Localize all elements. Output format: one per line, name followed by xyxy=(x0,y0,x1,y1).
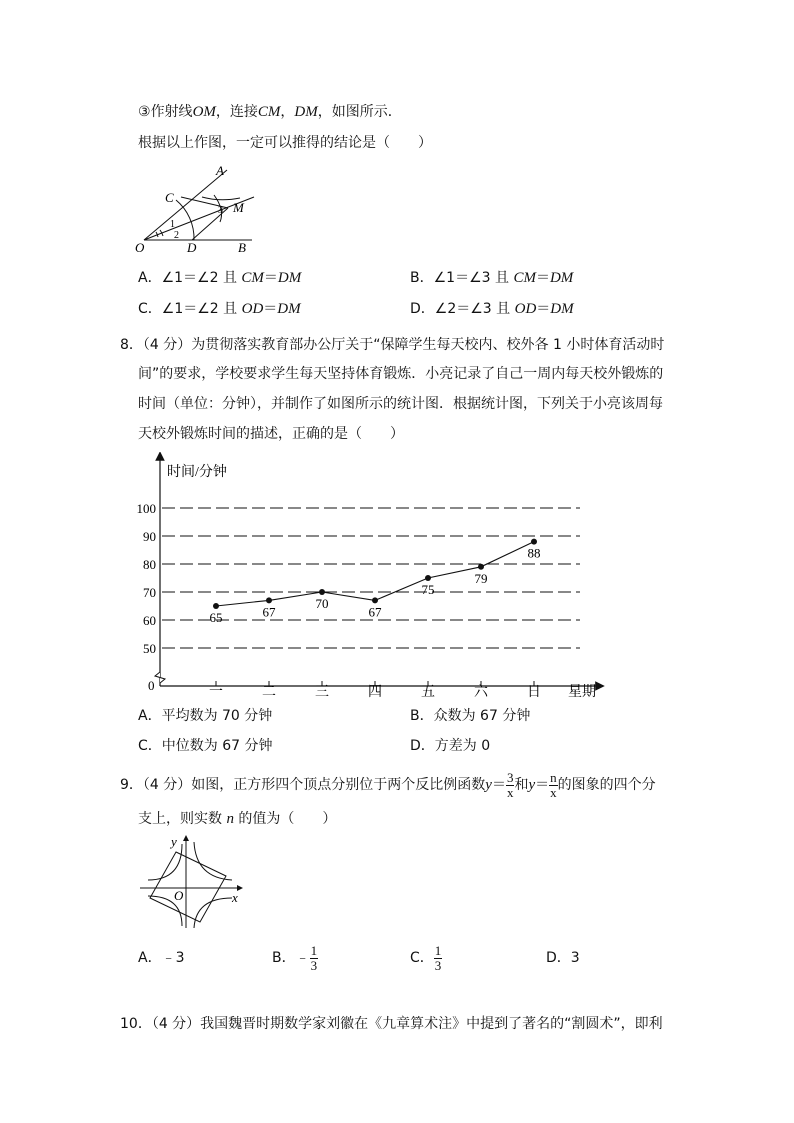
x-tick-label: 五 xyxy=(421,685,435,700)
data-label: 88 xyxy=(527,545,541,561)
y-tick-label: 100 xyxy=(136,501,156,516)
data-point xyxy=(213,603,219,609)
label-2: 2 xyxy=(174,230,179,241)
x-tick-label: 一 xyxy=(209,685,223,700)
q9-text-line-2: 支上，则实数 n 的值为（ ） xyxy=(138,811,337,827)
data-point xyxy=(319,589,325,595)
fraction-1-over-3: $\frac{1}{3}$ xyxy=(434,942,442,973)
x-tick-label: 六 xyxy=(474,685,488,700)
y-tick-label: 50 xyxy=(143,641,156,656)
data-point xyxy=(478,564,484,570)
x-tick-label: 二 xyxy=(262,685,276,700)
data-label: 70 xyxy=(315,596,329,611)
x-tick-label: 日 xyxy=(527,685,541,700)
q7-angle-figure xyxy=(132,160,272,260)
q7-option-d: D．∠2＝∠3 且 OD＝DM xyxy=(410,301,574,317)
data-label: 67 xyxy=(262,604,276,620)
y-tick-label: 60 xyxy=(143,613,156,628)
label-x: x xyxy=(232,890,238,905)
label-O: O xyxy=(135,240,145,255)
data-label: 75 xyxy=(421,582,435,597)
x-tick-label: 四 xyxy=(368,685,382,700)
label-y: y xyxy=(171,834,177,849)
fraction-1-over-3: $\frac{1}{3}$ xyxy=(310,942,318,973)
label-M: M xyxy=(233,200,244,215)
axis-break xyxy=(155,672,165,683)
origin-label: 0 xyxy=(148,678,155,693)
label-O: O xyxy=(174,888,184,903)
label-3: 3 xyxy=(218,205,223,216)
q9-option-c: C． $\frac{1}{3}$ xyxy=(410,942,442,973)
label-B: B xyxy=(238,240,246,255)
data-point xyxy=(531,539,537,545)
q8-text-line-2: 间”的要求，学校要求学生每天坚持体育锻炼．小亮记录了自己一周内每天校外锻炼的 xyxy=(138,366,664,382)
q8-option-c: C．中位数为 67 分钟 xyxy=(138,738,273,754)
q9-hyperbola-square-figure xyxy=(136,832,246,932)
q9-option-a: A．﹣3 xyxy=(138,950,185,966)
q7-question: 根据以上作图，一定可以推得的结论是（ ） xyxy=(138,135,432,151)
y-tick-label: 80 xyxy=(143,557,156,572)
q8-option-d: D．方差为 0 xyxy=(410,738,491,754)
data-label: 79 xyxy=(474,570,488,586)
exercise-time-line-chart xyxy=(130,452,610,702)
x-tick-label: 三 xyxy=(315,685,329,700)
step-number: ③ xyxy=(138,104,151,120)
q8-text-line-4: 天校外锻炼时间的描述，正确的是（ ） xyxy=(138,426,404,442)
data-label: 65 xyxy=(209,610,223,625)
data-point xyxy=(266,597,272,603)
q9-option-b: B．﹣ $\frac{1}{3}$ xyxy=(272,942,318,973)
q8-text-line-3: 时间（单位：分钟），并制作了如图所示的统计图．根据统计图，下列关于小亮该周每 xyxy=(138,396,663,412)
q7-option-a: A．∠1＝∠2 且 CM＝DM xyxy=(138,270,302,286)
label-D: D xyxy=(187,240,197,255)
data-point xyxy=(372,597,378,603)
data-point xyxy=(425,575,431,581)
label-C: C xyxy=(165,190,174,205)
label-A: A xyxy=(216,163,224,178)
q10-text-line-1: 10．（4 分）我国魏晋时期数学家刘徽在《九章算术注》中提到了著名的“割圆术”，即利 xyxy=(120,1016,663,1032)
q9-text-line-1: 9．（4 分）如图，正方形四个顶点分别位于两个反比例函数y＝ $\frac{3}{x}$ 和y＝ $\frac{n}{x}$ 的图象的四个分 xyxy=(120,769,656,800)
q8-text-line-1: 8．（4 分）为贯彻落实教育部办公厅关于“保障学生每天校内、校外各 1 小时体育活动时 xyxy=(120,337,665,353)
label-1: 1 xyxy=(170,219,175,230)
y-tick-label: 90 xyxy=(143,529,156,544)
q8-option-a: A．平均数为 70 分钟 xyxy=(138,708,273,724)
q9-option-d: D．3 xyxy=(546,950,580,966)
fraction-n-over-x: $\frac{n}{x}$ xyxy=(550,769,557,800)
data-label: 67 xyxy=(368,604,382,620)
q7-option-c: C．∠1＝∠2 且 OD＝DM xyxy=(138,301,301,317)
y-tick-label: 70 xyxy=(143,585,156,600)
q7-step3: ③作射线OM，连接CM，DM，如图所示． xyxy=(138,104,402,120)
q7-option-b: B．∠1＝∠3 且 CM＝DM xyxy=(410,270,574,286)
y-axis-label: 时间/分钟 xyxy=(167,465,227,480)
fraction-3-over-x: $\frac{3}{x}$ xyxy=(506,769,514,800)
q8-option-b: B．众数为 67 分钟 xyxy=(410,708,531,724)
x-axis-label: 星期 xyxy=(568,685,596,700)
